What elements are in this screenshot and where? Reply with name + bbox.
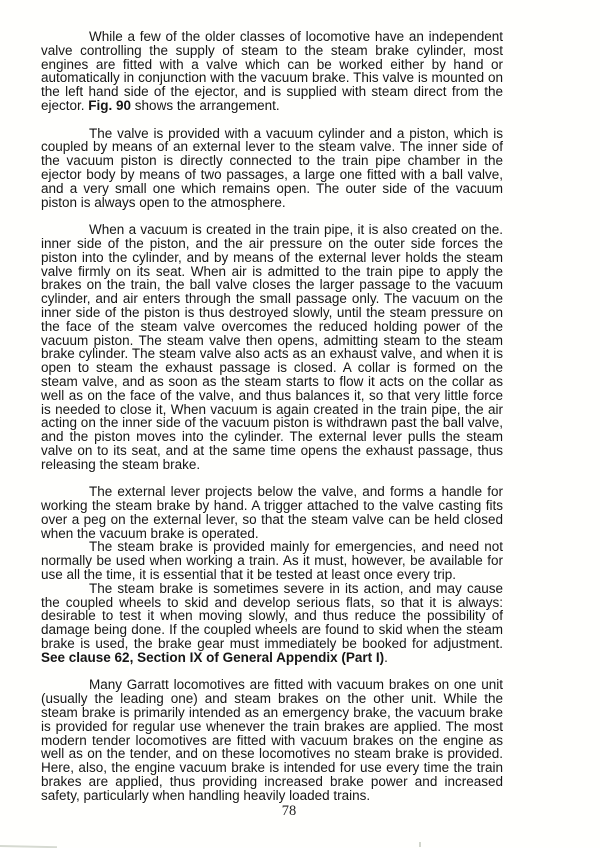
clause-reference-bold: See clause 62, Section IX of General Appendix (Part I) [41, 649, 385, 665]
page-body-text [41, 30, 503, 803]
paragraph-text: The steam brake is sometimes severe in its action, and may cause the coupled wheels to skid and develop serious flats, so that it is always: desirable to test it when moving slowly, and thus reduce the possibility of damage being done. If the coupled wheels are found to skid when the steam brake is used, the brake gear must immediately be booked for adjustment. [41, 580, 503, 652]
paragraph-text: While a few of the older classes of locomotive have an independent valve controlling the supply of steam to the steam brake cylinder, most engines are fitted with a valve which can be worked either by hand or automatically in conjunction with the vacuum brake. This valve is mounted on the left hand side of the ejector, and is supplied with steam direct from the ejector. [41, 29, 503, 113]
paragraph-text: The external lever projects below the valve, and forms a handle for working the steam brake by hand. A trigger attached to the valve casting fits over a peg on the external lever, so that the steam valve can be held closed when the vacuum brake is operated. [41, 484, 503, 541]
paragraph-severe-action [41, 582, 503, 665]
paragraph-emergency-use [41, 540, 503, 581]
figure-reference-bold: Fig. 90 [88, 97, 132, 113]
paragraph-vacuum-operation [41, 223, 503, 471]
scan-artifact-line [0, 845, 57, 848]
page-number: 78 [281, 803, 297, 819]
paragraph-independent-valve [41, 30, 503, 113]
paragraph-text: Many Garratt locomotives are fitted with vacuum brakes on one unit (usually the leading one) and steam brakes on the other unit. While the steam brake is primarily intended as an emergency brake, the vacuum brake is provided for regular use whenever the train brakes are applied. The most modern tender locomotives are fitted with vacuum brakes on the engine as well as on the tender, and on these locomotives no steam brake is provided. Here, also, the engine vacuum brake is intended for use every time the train brakes are applied, thus providing increased brake power and increased safety, particularly when handling heavily loaded trains. [41, 677, 503, 803]
paragraph-text: The valve is provided with a vacuum cylinder and a piston, which is coupled by means of an external lever to the steam valve. The inner side of the vacuum piston is directly connected to the train pipe chamber in the ejector body by means of two passages, a large one fitted with a ball valve, and a very small one which remains open. The outer side of the vacuum piston is always open to the atmosphere. [41, 125, 503, 210]
paragraph-text: . [384, 649, 388, 665]
paragraph-external-lever [41, 485, 503, 540]
paragraph-garratt-locomotives [41, 678, 503, 802]
paragraph-text: The steam brake is provided mainly for emergencies, and need not normally be used when working a train. As it must, however, be available for use all the time, it is essential that it be tested at least once every trip. [41, 539, 503, 583]
paragraph-text: When a vacuum is created in the train pipe, it is also created on the. inner side of the piston, and the air pressure on the outer side forces the piston into the cylinder, and by means of the external lever holds the steam valve firmly on its seat. When air is admitted to the train pipe to apply the brakes on the train, the ball valve closes the larger passage to the vacuum cylinder, and air enters through the small passage only. The vacuum on the inner side of the piston is thus destroyed slowly, until the steam pressure on the face of the steam valve overcomes the reduced holding power of the vacuum piston. The steam valve then opens, admitting steam to the steam brake cylinder. The steam valve also acts as an exhaust valve, and when it is open to steam the exhaust passage is closed. A collar is formed on the steam valve, and as soon as the steam starts to flow it acts on the collar as well as on the face of the valve, and thus balances it, so that very little force is needed to close it, When vacuum is again created in the train pipe, the air acting on the inner side of the vacuum piston is withdrawn past the ball valve, and the piston moves into the cylinder. The external lever pulls the steam valve on to its seat, and at the same time opens the exhaust passage, thus releasing the steam brake. [41, 222, 503, 472]
paragraph-valve-construction [41, 127, 503, 210]
scan-artifact-tick [419, 842, 421, 847]
paragraph-text: shows the arrangement. [131, 97, 280, 113]
